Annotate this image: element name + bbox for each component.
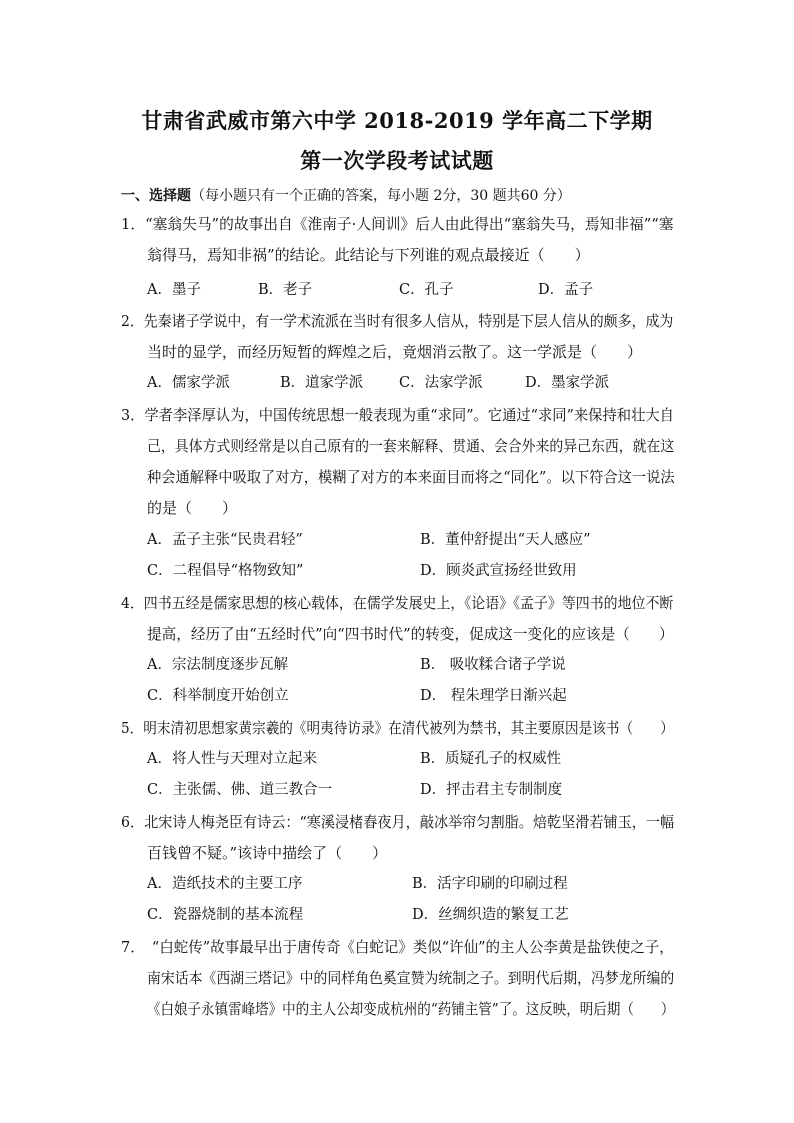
question-5-option-b: B．质疑孔子的权威性: [420, 751, 562, 767]
question-6-option-d: D．丝绸织造的繁复工艺: [412, 907, 569, 923]
question-4-option-b: B． 吸收糅合诸子学说: [420, 657, 566, 673]
question-5-option-d: D．抨击君主专制制度: [420, 782, 563, 798]
exam-title-line2: 第一次学段考试试题: [300, 148, 494, 173]
section-heading-note: （每小题只有一个正确的答案，每小题 2分，30 题共60 分）: [191, 188, 571, 204]
question-2-line-2: 当时的显学，而经历短暂的辉煌之后，竟烟消云散了。这一学派是（ ）: [147, 343, 643, 361]
question-1-line-2: 翁得马，焉知非祸”的结论。此结论与下列谁的观点最接近（ ）: [147, 246, 590, 264]
question-6-line-2: 百钱曾不疑。”该诗中描绘了（ ）: [147, 844, 388, 862]
question-3-option-b: B．董仲舒提出“天人感应”: [420, 532, 591, 548]
question-3-line-2: 己，具体方式则经常是以自己原有的一套来解释、贯通、会合外来的异己东西，就在这: [147, 437, 675, 455]
question-3-line-1: 3．学者李泽厚认为，中国传统思想一般表现为重“求同”。它通过“求同”来保持和壮大自: [121, 406, 674, 424]
question-6-option-a: A．造纸技术的主要工序: [147, 876, 303, 892]
question-7-line-3: 《白娘子永镇雷峰塔》中的主人公却变成杭州的“药铺主管”了。这反映，明后期（ ）: [147, 1000, 675, 1018]
question-2-line-1: 2．先秦诸子学说中，有一学术流派在当时有很多人信从，特别是下层人信从的颇多，成为: [121, 312, 674, 330]
question-4-option-a: A．宗法制度逐步瓦解: [147, 657, 288, 673]
question-3-line-3: 种会通解释中吸取了对方，模糊了对方的本来面目而将之“同化”。以下符合这一说法: [147, 468, 675, 486]
question-1-option-a: A．墨子: [147, 282, 201, 298]
question-6-option-c: C．瓷器烧制的基本流程: [147, 907, 304, 923]
question-1-option-d: D．孟子: [538, 282, 594, 298]
question-6-option-b: B．活字印刷的印刷过程: [412, 876, 568, 892]
question-4-option-c: C．科举制度开始创立: [147, 688, 289, 704]
question-5-option-c: C．主张儒、佛、道三教合一: [147, 782, 333, 798]
question-4-line-2: 提高，经历了由“五经时代”向“四书时代”的转变，促成这一变化的应该是（ ）: [147, 625, 674, 643]
question-5-line-1: 5．明末清初思想家黄宗羲的《明夷待访录》在清代被列为禁书，其主要原因是该书（ ）: [121, 719, 674, 737]
question-3-option-d: D．顾炎武宣扬经世致用: [420, 563, 577, 579]
section-heading: [121, 185, 571, 205]
question-7-line-1: 7． “白蛇传”故事最早出于唐传奇《白蛇记》类似“许仙”的主人公李黄是盐铁使之子，: [121, 938, 674, 956]
question-1-option-b: B．老子: [258, 282, 313, 298]
exam-title-line1: 甘肃省武威市第六中学 2018-2019 学年高二下学期: [141, 108, 653, 133]
section-heading-label: 一、选择题: [121, 188, 191, 204]
question-4-option-d: D． 程朱理学日渐兴起: [420, 688, 567, 704]
question-6-line-1: 6．北宋诗人梅尧臣有诗云：“寒溪浸楮舂夜月，敲冰举帘匀割脂。焙乾坚滑若铺玉，一幅: [121, 813, 675, 831]
question-3-option-c: C．二程倡导“格物致知”: [147, 563, 304, 579]
question-3-option-a: A．孟子主张“民贵君轻”: [147, 532, 303, 548]
question-2-option-d: D．墨家学派: [525, 375, 610, 391]
question-1-line-1: 1．“塞翁失马”的故事出自《淮南子·人间训》后人由此得出“塞翁失马，焉知非福”“塞: [121, 215, 674, 233]
question-4-line-1: 4．四书五经是儒家思想的核心载体，在儒学发展史上，《论语》《孟子》等四书的地位不断: [121, 594, 674, 612]
question-1-option-c: C．孔子: [399, 282, 454, 298]
question-7-line-2: 南宋话本《西湖三塔记》中的同样角色奚宣赞为统制之子。到明代后期，冯梦龙所编的: [147, 969, 675, 987]
question-2-option-c: C．法家学派: [399, 375, 483, 391]
question-2-option-a: A．儒家学派: [147, 375, 230, 391]
question-2-option-b: B．道家学派: [280, 375, 364, 391]
question-3-line-4: 的是（ ）: [147, 499, 238, 517]
question-5-option-a: A．将人性与天理对立起来: [147, 751, 317, 767]
